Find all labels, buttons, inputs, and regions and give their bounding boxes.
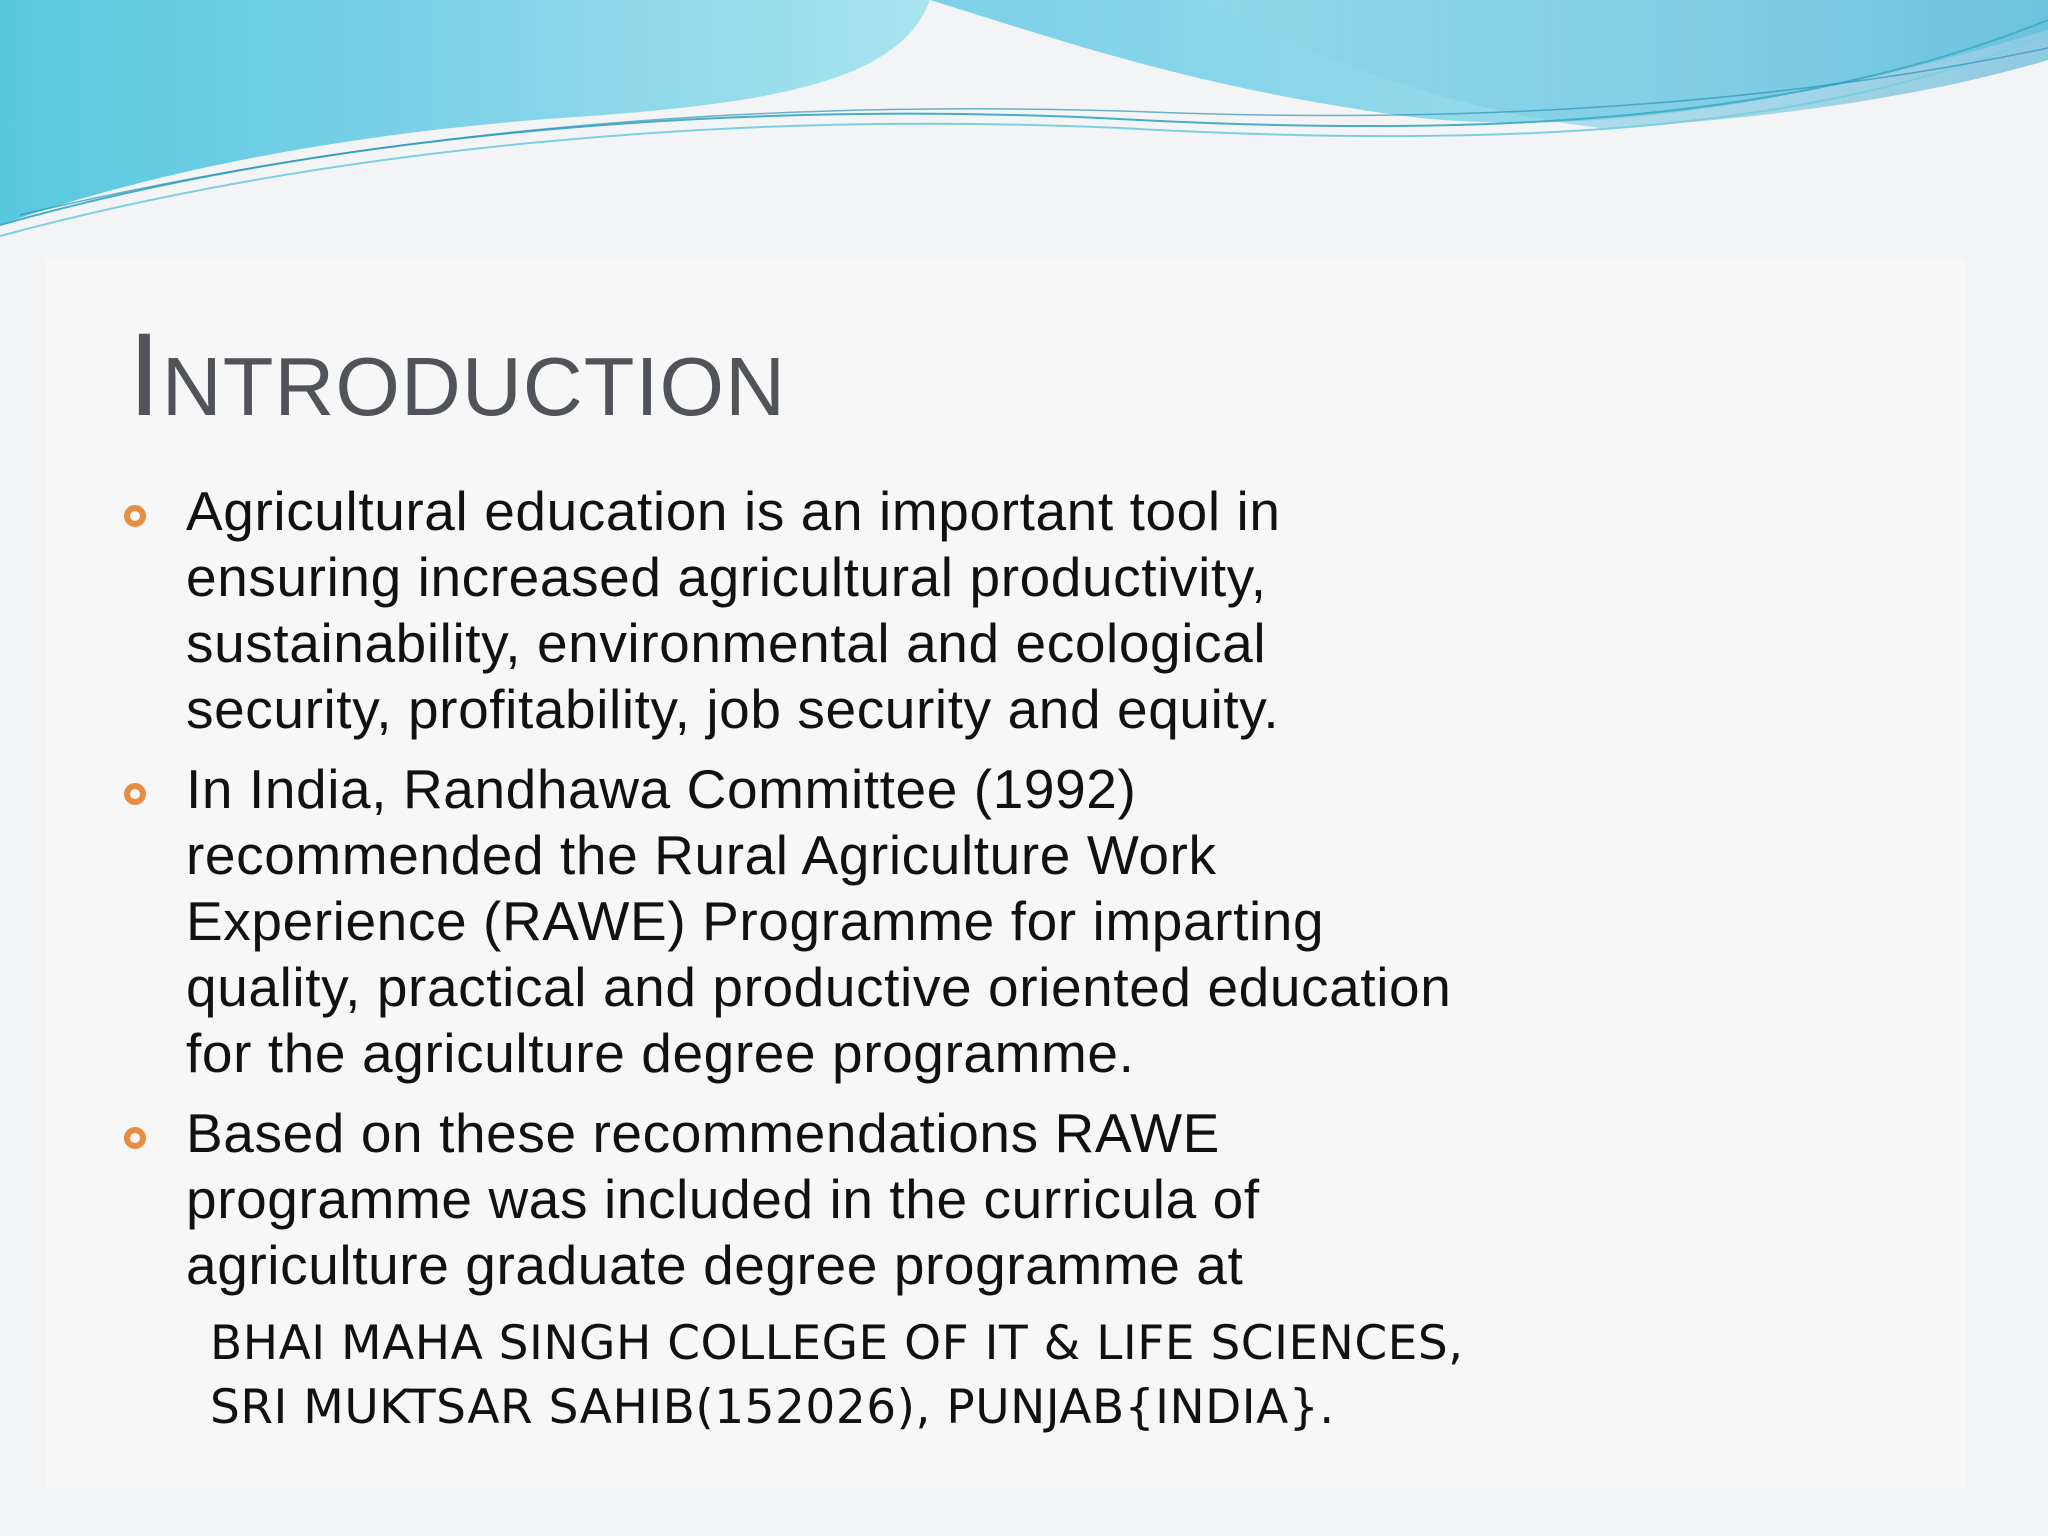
bullet-text: [186, 756, 1940, 1086]
bullet-text: [186, 1100, 1940, 1298]
bullet-circle-icon: [124, 1127, 146, 1149]
bullet-line: Agricultural education is an important tool in: [186, 480, 1281, 542]
bullet-circle-icon: [124, 505, 146, 527]
bullet-list: [120, 478, 1940, 1312]
bullet-item-3: [120, 1100, 1940, 1298]
bullet-line: programme was included in the curricula of: [186, 1168, 1260, 1230]
bullet-item-2: [120, 756, 1940, 1086]
slide-title-text: Introduction: [128, 309, 787, 441]
bullet-line: ensuring increased agricultural productivity,: [186, 546, 1267, 608]
bullet-line: for the agriculture degree programme.: [186, 1022, 1135, 1084]
college-location: SRI MUKTSAR SAHIB(152026), PUNJAB{INDIA}.: [210, 1380, 1335, 1435]
wave-header-decoration: [0, 0, 2048, 250]
bullet-line: sustainability, environmental and ecological: [186, 612, 1267, 674]
college-name: BHAI MAHA SINGH COLLEGE OF IT & LIFE SCIENCES,: [210, 1316, 1464, 1371]
bullet-line: recommended the Rural Agriculture Work: [186, 824, 1217, 886]
bullet-line: security, profitability, job security and equity.: [186, 678, 1280, 740]
slide-title: [128, 309, 787, 441]
bullet-line: quality, practical and productive oriented education: [186, 956, 1452, 1018]
bullet-line: agriculture graduate degree programme at: [186, 1234, 1244, 1296]
bullet-line: In India, Randhawa Committee (1992): [186, 758, 1137, 820]
bullet-item-1: [120, 478, 1940, 742]
bullet-line: Based on these recommendations RAWE: [186, 1102, 1220, 1164]
bullet-circle-icon: [124, 783, 146, 805]
college-address: [210, 1312, 1464, 1440]
bullet-line: Experience (RAWE) Programme for imparting: [186, 890, 1325, 952]
bullet-text: [186, 478, 1940, 742]
